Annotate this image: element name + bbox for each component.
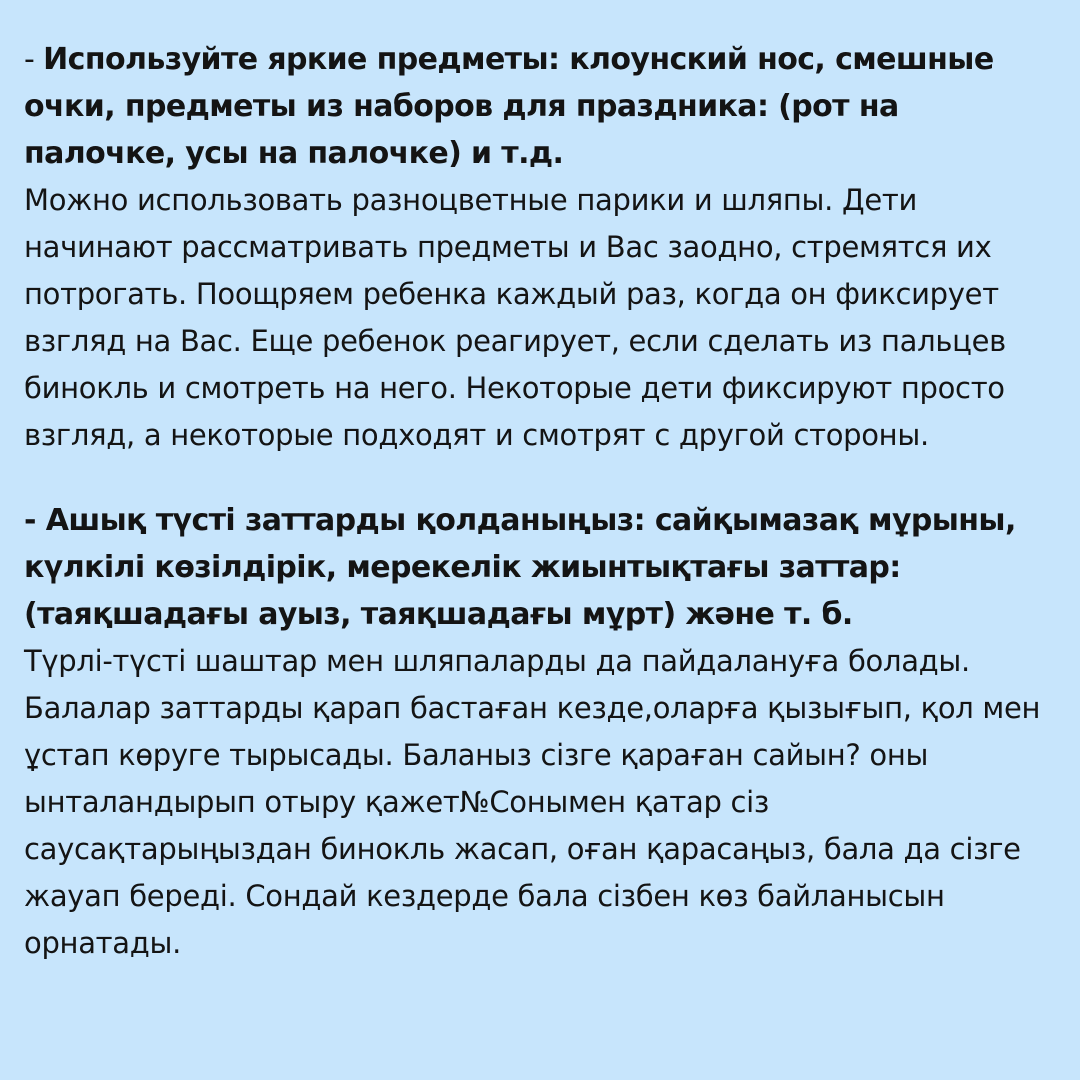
heading-russian [24, 36, 1058, 177]
section-kazakh [24, 497, 1058, 967]
heading-text: Используйте яркие предметы: клоунский нос, смешные очки, предметы из наборов для праздника: (рот на палочке, усы на палочке) и т.д. [24, 42, 994, 171]
heading-dash: - [24, 503, 46, 538]
body-russian: Можно использовать разноцветные парики и шляпы. Дети начинают рассматривать предметы и Вас заодно, стремятся их потрогать. Поощряем ребенка каждый раз, когда он фиксирует взгляд на Вас. Еще ребенок реагирует, если сделать из пальцев бинокль и смотреть на него. Некоторые дети фиксируют просто взгляд, а некоторые подходят и смотрят с другой стороны. [24, 183, 1006, 452]
heading-dash: - [24, 42, 44, 77]
body-kazakh: Түрлі-түсті шаштар мен шляпаларды да пайдалануға болады. Балалар заттарды қарап бастаған кезде,оларға қызығып, қол мен ұстап көруге тырысады. Баланыз сізге қараған сайын? оны ынталандырып отыру қажет№Сонымен қатар сіз саусақтарыңыздан бинокль жасап, оған қарасаңыз, бала да сізге жауап береді. Сондай кездерде бала сізбен көз байланысын орнатады. [24, 644, 1041, 960]
section-russian [24, 36, 1058, 459]
heading-kazakh [24, 497, 1058, 638]
heading-text: Ашық түсті заттарды қолданыңыз: сайқымазақ мұрыны, күлкілі көзілдірік, мерекелік жиынтықтағы заттар: (таяқшадағы ауыз, таяқшадағы мұрт) және т. б. [24, 503, 1016, 632]
